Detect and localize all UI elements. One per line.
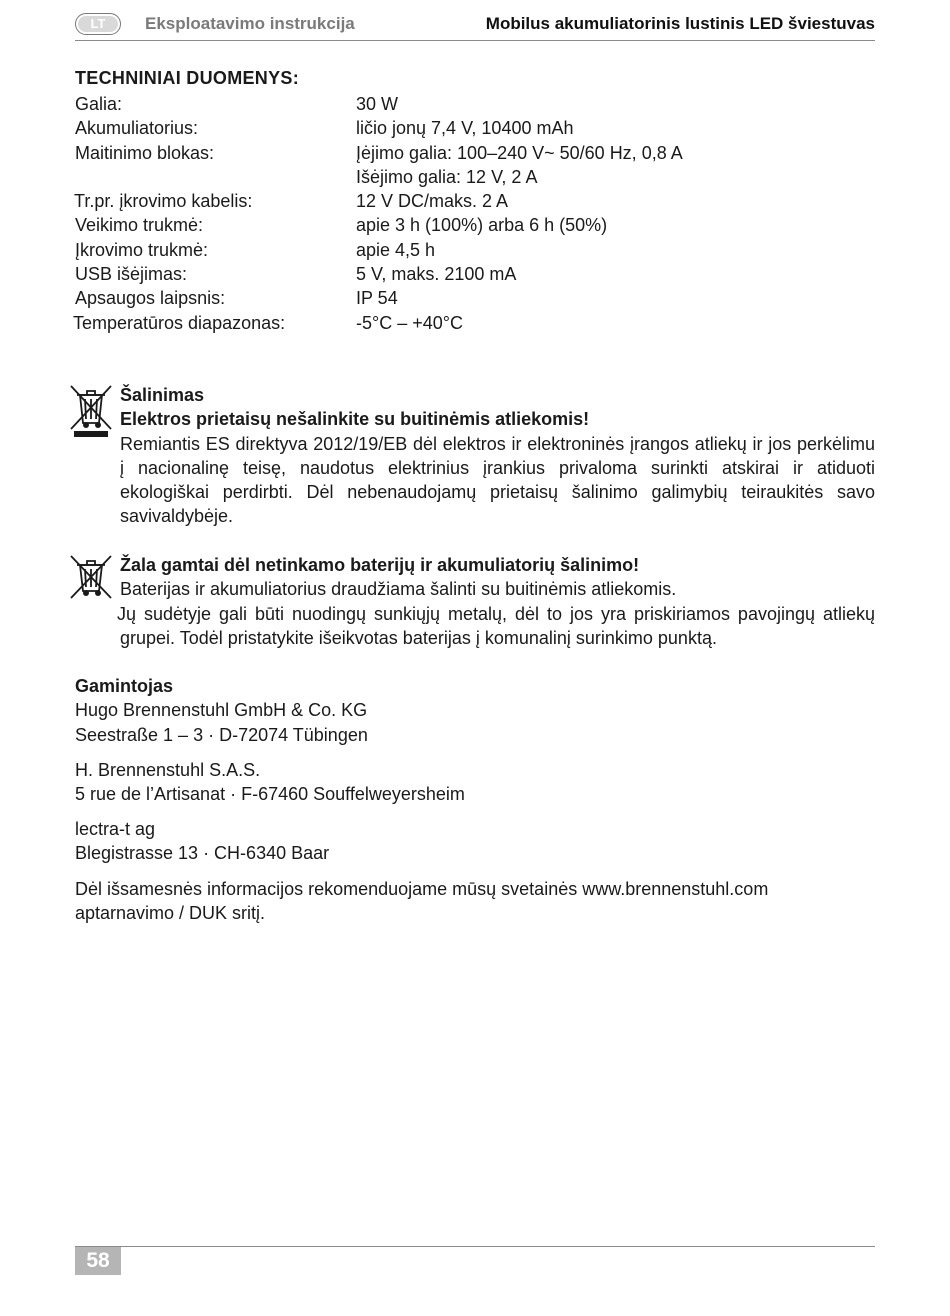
spec-value: 5 V, maks. 2100 mA <box>356 264 517 285</box>
address-line: lectra-t ag <box>75 819 156 839</box>
page-header <box>75 10 875 41</box>
spec-row <box>75 189 683 213</box>
specs-table <box>75 92 683 335</box>
battery-heading: Žala gamtai dėl netinkamo baterijų ir akumuliatorių šalinimo! <box>120 555 640 575</box>
spec-label <box>75 165 356 189</box>
spec-label: Veikimo trukmė: <box>75 215 204 236</box>
spec-value: Įėjimo galia: 100–240 V~ 50/60 Hz, 0,8 A <box>356 142 683 163</box>
spec-row <box>75 116 683 140</box>
address-line: Blegistrasse 13 · CH-6340 Baar <box>75 843 330 864</box>
spec-row <box>75 213 683 237</box>
language-badge: LT <box>75 13 121 35</box>
address-line: H. Brennenstuhl S.A.S. <box>75 760 261 780</box>
spec-label: Galia: <box>75 94 123 114</box>
spec-label: Temperatūros diapazonas: <box>73 312 286 333</box>
more-info <box>75 877 875 926</box>
address-line: Seestraße 1 – 3 · D-72074 Tübingen <box>75 724 368 745</box>
battery-notice <box>68 553 875 650</box>
disposal-notice <box>68 383 875 529</box>
spec-value: 12 V DC/maks. 2 A <box>356 191 509 212</box>
spec-row <box>75 92 683 116</box>
page-number: 58 <box>75 1247 121 1275</box>
spec-row <box>75 286 683 310</box>
battery-line-1: Baterijas ir akumuliatorius draudžiama šalinti su buitinėmis atliekomis. <box>120 579 677 600</box>
info-line: Dėl išsamesnės informacijos rekomenduojame mūsų svetainės www.brennenstuhl.com <box>75 879 769 899</box>
spec-value: apie 3 h (100%) arba 6 h (50%) <box>356 215 608 236</box>
address-line: Hugo Brennenstuhl GmbH & Co. KG <box>75 700 368 721</box>
spec-value: Išėjimo galia: 12 V, 2 A <box>356 166 538 187</box>
manufacturer-address-ch <box>75 817 875 866</box>
spec-row <box>75 165 683 189</box>
spec-label: Maitinimo blokas: <box>75 142 215 163</box>
spec-label: Tr.pr. įkrovimo kabelis: <box>74 191 253 212</box>
spec-value: apie 4,5 h <box>356 239 436 260</box>
spec-value: 30 W <box>356 94 399 114</box>
spec-value: IP 54 <box>356 288 398 309</box>
spec-row <box>75 141 683 165</box>
document-type-title: Eksploatavimo instrukcija <box>145 14 355 33</box>
spec-row <box>75 311 683 335</box>
disposal-text: Remiantis ES direktyva 2012/19/EB dėl elektros ir elektroninės įrangos atliekų ir jos perkėlimu į nacionalinę teisę, naudotus elektrinius įrankius privaloma surinkti atskirai ir atiduoti ekologiškai perdirbti. Dėl nebenaudojamų prietaisų šalinimo galimybių teiraukitės savo savivaldybėje. <box>120 433 875 527</box>
battery-line-2: Jų sudėtyje gali būti nuodingų sunkiųjų metalų, dėl to jos yra priskiriamos pavojingų atliekų grupei. Todėl pristatykite išeikvotas baterijas į komunalinį surinkimo punktą. <box>117 603 875 648</box>
spec-label: Įkrovimo trukmė: <box>75 239 209 260</box>
crossed-bin-icon <box>68 383 114 443</box>
spec-row <box>75 262 683 286</box>
spec-label: USB išėjimas: <box>75 264 188 285</box>
disposal-warning: Elektros prietaisų nešalinkite su buitinėmis atliekomis! <box>120 409 590 430</box>
spec-label: Apsaugos laipsnis: <box>75 288 226 309</box>
footer-divider <box>75 1246 875 1247</box>
manufacturer-section <box>75 674 875 747</box>
spec-value: ličio jonų 7,4 V, 10400 mAh <box>356 118 574 139</box>
info-line: aptarnavimo / DUK sritį. <box>75 903 266 924</box>
address-line: 5 rue de l’Artisanat · F-67460 Souffelweyersheim <box>75 784 465 805</box>
specs-heading: TECHNINIAI DUOMENYS: <box>75 68 300 88</box>
disposal-heading: Šalinimas <box>120 385 205 405</box>
crossed-bin-icon <box>68 553 114 613</box>
product-title: Mobilus akumuliatorinis lustinis LED šviestuvas <box>485 14 875 33</box>
manufacturer-heading: Gamintojas <box>75 676 174 696</box>
spec-row <box>75 238 683 262</box>
spec-value: -5°C – +40°C <box>356 312 463 333</box>
manufacturer-address-fr <box>75 758 875 807</box>
spec-label: Akumuliatorius: <box>75 118 199 139</box>
